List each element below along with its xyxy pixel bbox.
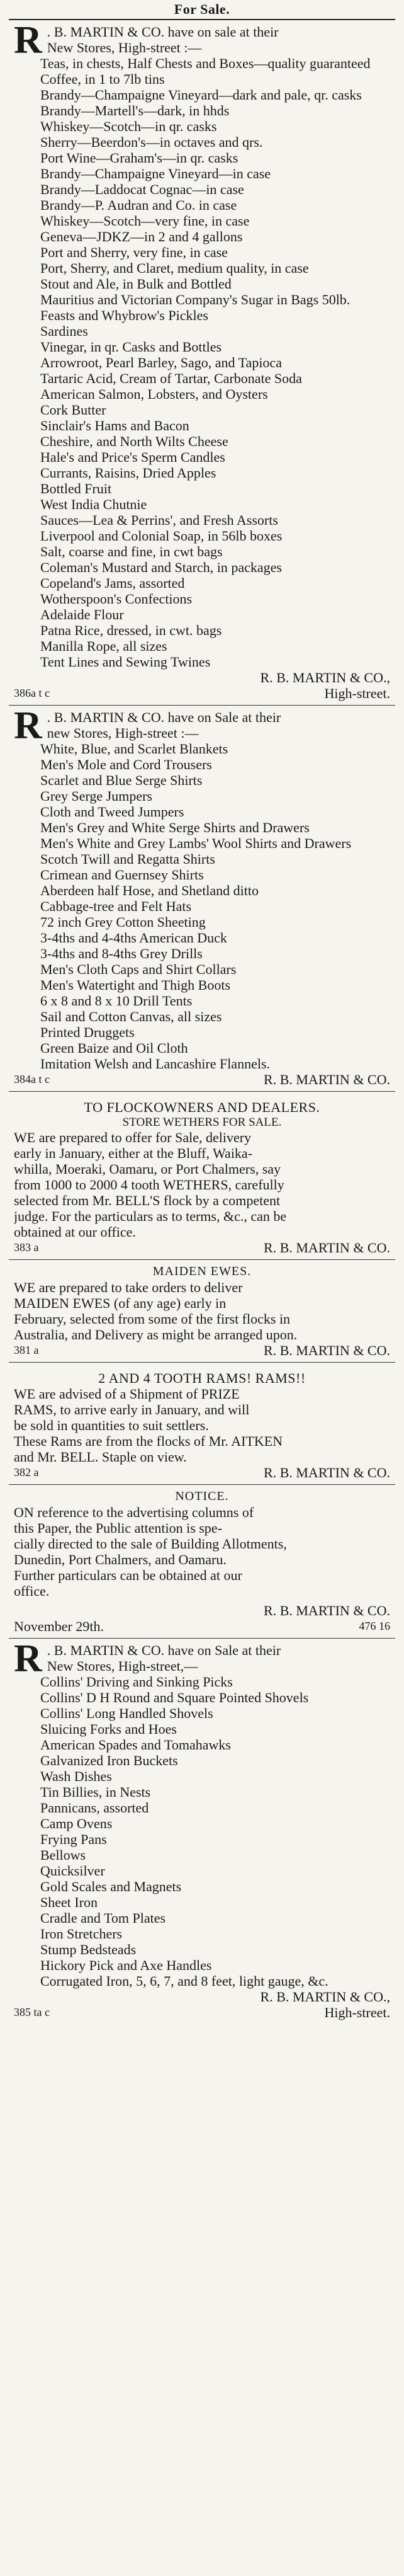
list-item: Iron Stretchers (40, 1926, 123, 1942)
list-item: Arrowroot, Pearl Barley, Sago, and Tapioca (40, 355, 282, 370)
list-item: Brandy—Champaigne Vineyard—in case (40, 166, 271, 181)
advert-line: judge. For the particulars as to terms, &c., can be (14, 1208, 287, 1224)
advert-hardware (14, 1639, 390, 2020)
advert-ref: 382 a (14, 1466, 39, 1479)
list-item: West India Chutnie (40, 496, 147, 512)
advert-rams (14, 1363, 390, 1480)
advert-flockowners (14, 1092, 390, 1256)
advert-line: New Stores, High-street :— (47, 40, 202, 55)
list-item: Pannicans, assorted (40, 1800, 149, 1816)
list-item: Sherry—Beerdon's—in octaves and qrs. (40, 134, 263, 150)
list-item: White, Blue, and Scarlet Blankets (40, 741, 228, 757)
list-item: Tin Billies, in Nests (40, 1784, 151, 1800)
advert-heading: TO FLOCKOWNERS AND DEALERS. (84, 1099, 320, 1115)
advert-line: Further particulars can be obtained at our (14, 1567, 242, 1583)
list-item: Salt, coarse and fine, in cwt bags (40, 544, 223, 559)
drop-cap: R (14, 704, 42, 747)
advert-ref: 381 a (14, 1344, 39, 1356)
list-item: Men's Grey and White Serge Shirts and Drawers (40, 820, 310, 835)
advert-heading: NOTICE. (175, 1489, 229, 1503)
signature: R. B. MARTIN & CO. (264, 1465, 390, 1480)
list-item: Men's Cloth Caps and Shirt Collars (40, 961, 237, 977)
address: High-street. (324, 2005, 390, 2020)
advert-line: WE are prepared to take orders to deliver (14, 1279, 243, 1295)
list-item: Wotherspoon's Confections (40, 591, 193, 607)
advert-line: obtained at our office. (14, 1224, 136, 1240)
list-item: Cork Butter (40, 402, 106, 418)
advert-line: and Mr. BELL. Staple on view. (14, 1449, 187, 1465)
drop-cap: R (14, 19, 42, 62)
advert-line: early in January, either at the Bluff, Waika- (14, 1145, 253, 1161)
advert-footer (14, 2005, 390, 2020)
list-item: Sinclair's Hams and Bacon (40, 418, 189, 433)
advert-line: ON reference to the advertising columns of (14, 1504, 254, 1520)
list-item: Stout and Ale, in Bulk and Bottled (40, 276, 232, 292)
page-title: For Sale. (174, 1, 230, 17)
list-item: American Salmon, Lobsters, and Oysters (40, 386, 268, 402)
advert-line: office. (14, 1583, 50, 1599)
advert-line: whilla, Moeraki, Oamaru, or Port Chalmers, say (14, 1161, 281, 1177)
list-item: Crimean and Guernsey Shirts (40, 867, 204, 883)
list-item: Mauritius and Victorian Company's Sugar in Bags 50lb. (40, 292, 351, 307)
list-item: Men's Watertight and Thigh Boots (40, 977, 231, 993)
advert-line: Dunedin, Port Chalmers, and Oamaru. (14, 1552, 227, 1567)
advert-notice (14, 1485, 390, 1634)
advert-line: WE are advised of a Shipment of PRIZE (14, 1386, 240, 1402)
advert-line: new Stores, High-street :— (47, 725, 199, 741)
list-item: Feasts and Whybrow's Pickles (40, 307, 208, 323)
advert-subheading: STORE WETHERS FOR SALE. (122, 1116, 282, 1129)
advert-line: be sold in quantities to suit settlers. (14, 1417, 209, 1433)
list-item: Cabbage-tree and Felt Hats (40, 898, 192, 914)
advert-line: WE are prepared to offer for Sale, delivery (14, 1130, 252, 1145)
advert-footer (14, 1240, 390, 1256)
list-item: Stump Bedsteads (40, 1942, 137, 1957)
advert-maiden-ewes (14, 1260, 390, 1358)
list-item: Sail and Cotton Canvas, all sizes (40, 1009, 222, 1024)
advert-ref: 385 ta c (14, 2006, 50, 2018)
list-item: Men's Mole and Cord Trousers (40, 757, 212, 772)
advert-line: from 1000 to 2000 4 tooth WETHERS, carefully (14, 1177, 284, 1193)
advert-groceries (14, 20, 390, 701)
advert-heading: 2 AND 4 TOOTH RAMS! RAMS!! (98, 1370, 306, 1386)
list-item: Scotch Twill and Regatta Shirts (40, 851, 215, 867)
list-item: Galvanized Iron Buckets (40, 1753, 178, 1768)
advert-footer (14, 685, 390, 701)
advert-line: New Stores, High-street,— (47, 1658, 198, 1674)
list-item: Sluicing Forks and Hoes (40, 1721, 177, 1737)
list-item: Patna Rice, dressed, in cwt. bags (40, 622, 222, 638)
advert-clothing (14, 706, 390, 1087)
advert-footer (14, 1465, 390, 1480)
list-item: 3-4ths and 8-4ths Grey Drills (40, 946, 203, 961)
list-item: Port, Sherry, and Claret, medium quality, in case (40, 260, 309, 276)
signature: R. B. MARTIN & CO. (264, 1240, 390, 1256)
list-item: Bellows (40, 1847, 86, 1863)
list-item: Green Baize and Oil Cloth (40, 1040, 188, 1056)
list-item: Men's White and Grey Lambs' Wool Shirts and Drawers (40, 835, 352, 851)
advert-line: February, selected from some of the first flocks in (14, 1311, 291, 1327)
list-item: Coffee, in 1 to 7lb tins (40, 71, 165, 87)
list-item: Geneva—JDKZ—in 2 and 4 gallons (40, 229, 243, 244)
list-item: American Spades and Tomahawks (40, 1737, 231, 1753)
list-item: Cheshire, and North Wilts Cheese (40, 433, 228, 449)
list-item: Cloth and Tweed Jumpers (40, 804, 184, 820)
list-item: Camp Ovens (40, 1816, 113, 1831)
list-item: Collins' D H Round and Square Pointed Shovels (40, 1690, 309, 1705)
list-item: Whiskey—Scotch—very fine, in case (40, 213, 250, 229)
list-item: Tent Lines and Sewing Twines (40, 654, 211, 670)
advert-line: cially directed to the sale of Building Allotments, (14, 1536, 287, 1552)
list-item: Teas, in chests, Half Chests and Boxes—quality guaranteed (40, 55, 371, 71)
list-item: 3-4ths and 4-4ths American Duck (40, 930, 227, 946)
advert-heading: MAIDEN EWES. (152, 1264, 252, 1278)
list-item: Sardines (40, 323, 88, 339)
advert-ref: 476 16 (359, 1620, 390, 1632)
list-item: Gold Scales and Magnets (40, 1879, 182, 1894)
list-item: Sauces—Lea & Perrins', and Fresh Assorts (40, 512, 278, 528)
list-item: Frying Pans (40, 1831, 107, 1847)
list-item: Hale's and Price's Sperm Candles (40, 449, 225, 465)
list-item: Liverpool and Colonial Soap, in 56lb boxes (40, 528, 283, 544)
signature: R. B. MARTIN & CO. (264, 1072, 390, 1087)
advert-date: November 29th. (14, 1618, 104, 1634)
advert-line: . B. MARTIN & CO. have on Sale at their (47, 709, 281, 725)
list-item: Brandy—Laddocat Cognac—in case (40, 181, 244, 197)
list-item: Vinegar, in qr. Casks and Bottles (40, 339, 222, 355)
list-item: Brandy—Martell's—dark, in hhds (40, 103, 230, 118)
advert-footer (14, 1342, 390, 1358)
advert-line: . B. MARTIN & CO. have on sale at their (47, 24, 279, 40)
list-item: Currants, Raisins, Dried Apples (40, 465, 216, 481)
drop-cap: R (14, 1637, 42, 1680)
advert-ref: 384a t c (14, 1073, 50, 1085)
list-item: Sheet Iron (40, 1894, 98, 1910)
advert-line: this Paper, the Public attention is spe- (14, 1520, 222, 1536)
list-item: Imitation Welsh and Lancashire Flannels. (40, 1056, 271, 1072)
list-item: Port and Sherry, very fine, in case (40, 244, 228, 260)
advert-footer (14, 1072, 390, 1087)
list-item: Collins' Long Handled Shovels (40, 1705, 213, 1721)
advert-line: MAIDEN EWES (of any age) early in (14, 1295, 227, 1311)
signature: R. B. MARTIN & CO., (260, 670, 390, 685)
list-item: Hickory Pick and Axe Handles (40, 1957, 212, 1973)
list-item: Corrugated Iron, 5, 6, 7, and 8 feet, light gauge, &c. (40, 1973, 328, 1989)
list-item: Collins' Driving and Sinking Picks (40, 1674, 233, 1690)
list-item: Whiskey—Scotch—in qr. casks (40, 118, 217, 134)
list-item: Printed Druggets (40, 1024, 135, 1040)
advert-ref: 386a t c (14, 687, 50, 699)
advert-ref: 383 a (14, 1241, 39, 1254)
signature: R. B. MARTIN & CO., (260, 1989, 390, 2005)
list-item: Brandy—Champaigne Vineyard—dark and pale, qr. casks (40, 87, 362, 103)
list-item: Cradle and Tom Plates (40, 1910, 166, 1926)
advert-line: selected from Mr. BELL'S flock by a competent (14, 1193, 281, 1208)
address: High-street. (324, 685, 390, 701)
list-item: Bottled Fruit (40, 481, 112, 496)
signature: R. B. MARTIN & CO. (264, 1342, 390, 1358)
advert-line: These Rams are from the flocks of Mr. AITKEN (14, 1433, 283, 1449)
list-item: Copeland's Jams, assorted (40, 575, 185, 591)
list-item: Aberdeen half Hose, and Shetland ditto (40, 883, 259, 898)
list-item: Wash Dishes (40, 1768, 112, 1784)
list-item: Tartaric Acid, Cream of Tartar, Carbonate Soda (40, 370, 302, 386)
advert-line: . B. MARTIN & CO. have on Sale at their (47, 1642, 281, 1658)
list-item: 72 inch Grey Cotton Sheeting (40, 914, 206, 930)
list-item: Grey Serge Jumpers (40, 788, 152, 804)
advert-line: RAMS, to arrive early in January, and will (14, 1402, 250, 1417)
list-item: Adelaide Flour (40, 607, 124, 622)
advert-line: Australia, and Delivery as might be arranged upon. (14, 1327, 298, 1342)
list-item: Manilla Rope, all sizes (40, 638, 167, 654)
list-item: 6 x 8 and 8 x 10 Drill Tents (40, 993, 193, 1009)
advert-footer (14, 1618, 390, 1634)
list-item: Scarlet and Blue Serge Shirts (40, 772, 203, 788)
list-item: Quicksilver (40, 1863, 105, 1879)
signature: R. B. MARTIN & CO. (264, 1603, 390, 1618)
list-item: Port Wine—Graham's—in qr. casks (40, 150, 238, 166)
list-item: Coleman's Mustard and Starch, in packages (40, 559, 282, 575)
list-item: Brandy—P. Audran and Co. in case (40, 197, 237, 213)
